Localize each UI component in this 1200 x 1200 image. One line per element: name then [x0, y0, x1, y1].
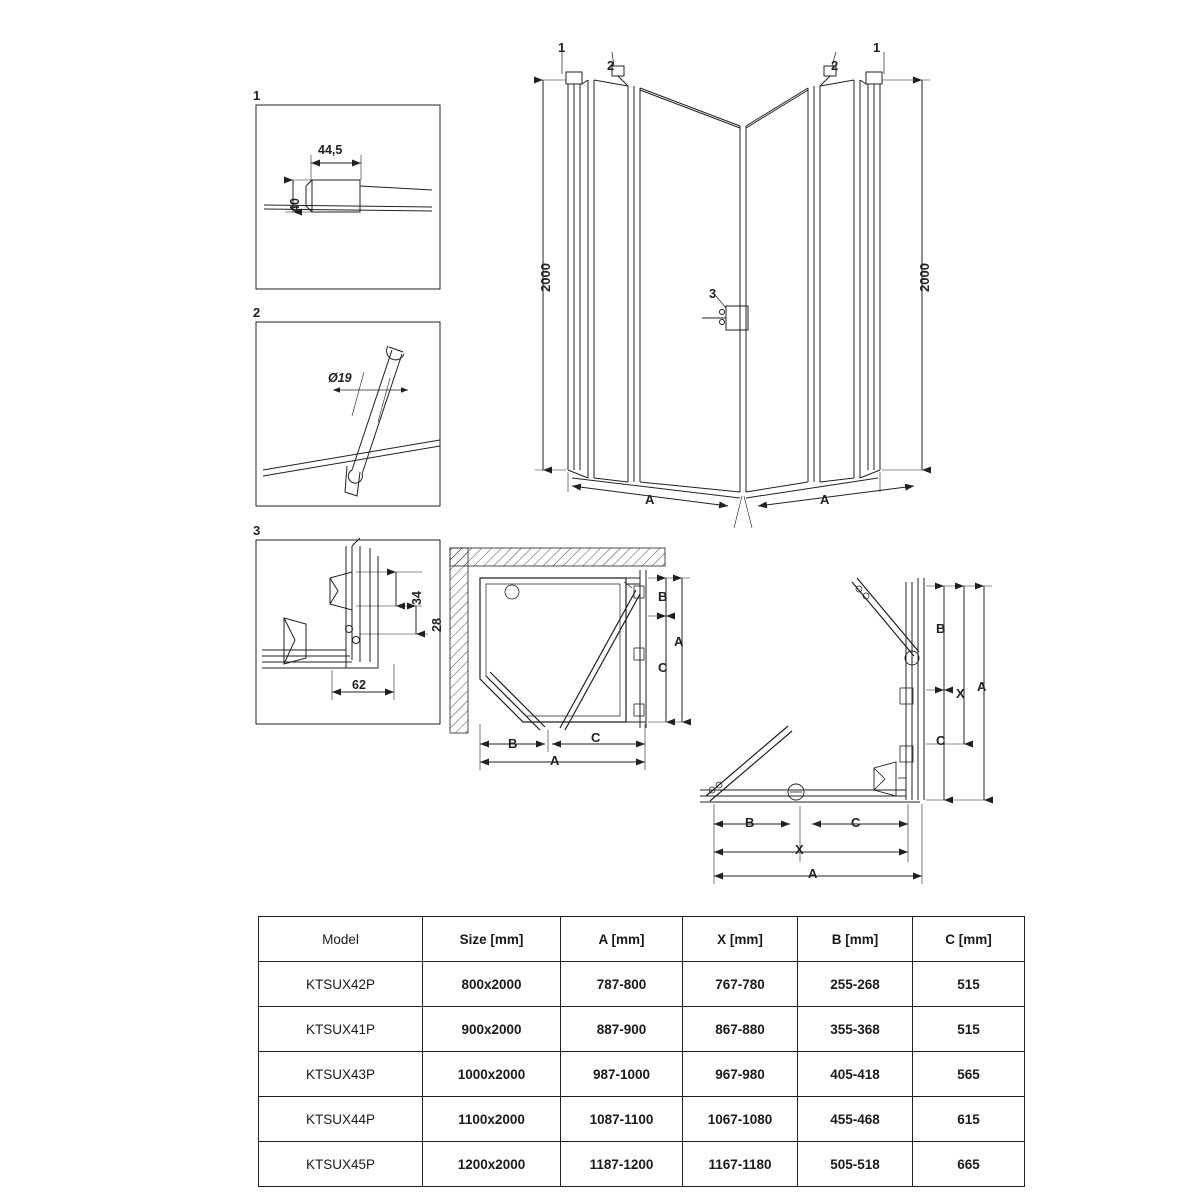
table-header-a: A [mm]	[561, 917, 683, 962]
detail-1-width-dim: 44,5	[318, 143, 343, 157]
detail-3-number: 3	[253, 523, 261, 538]
detail-2-number: 2	[253, 305, 261, 320]
cell-size: 1100x2000	[423, 1097, 561, 1142]
cell-model: KTSUX43P	[259, 1052, 423, 1097]
plan-right-c-vertical: C	[936, 733, 946, 748]
cell-c: 515	[913, 1007, 1025, 1052]
table-row	[259, 1142, 1025, 1187]
plan-right-c-horizontal: C	[851, 815, 861, 830]
plan-left-c-vertical: C	[658, 660, 668, 675]
table-header-c: C [mm]	[913, 917, 1025, 962]
cell-b: 355-368	[798, 1007, 913, 1052]
detail-1-number: 1	[253, 88, 261, 103]
detail-3-dim-28: 28	[430, 618, 444, 632]
main-height-right: 2000	[917, 263, 932, 292]
cell-x: 1167-1180	[683, 1142, 798, 1187]
cell-c: 665	[913, 1142, 1025, 1187]
cell-x: 867-880	[683, 1007, 798, 1052]
cell-b: 255-268	[798, 962, 913, 1007]
cell-a: 987-1000	[561, 1052, 683, 1097]
detail-3-dim-34: 34	[410, 591, 424, 605]
main-callout-1-right: 1	[873, 40, 881, 55]
cell-model: KTSUX41P	[259, 1007, 423, 1052]
main-callout-1-left: 1	[558, 40, 566, 55]
plan-right-a-vertical: A	[977, 679, 987, 694]
cell-x: 1067-1080	[683, 1097, 798, 1142]
plan-left-b-horizontal: B	[508, 736, 518, 751]
cell-model: KTSUX45P	[259, 1142, 423, 1187]
cell-model: KTSUX42P	[259, 962, 423, 1007]
cell-a: 1087-1100	[561, 1097, 683, 1142]
cell-b: 405-418	[798, 1052, 913, 1097]
main-callout-3: 3	[709, 286, 717, 301]
main-height-left: 2000	[538, 263, 553, 292]
detail-3-dim-62: 62	[352, 678, 366, 692]
cell-c: 565	[913, 1052, 1025, 1097]
plan-left-b-vertical: B	[658, 589, 668, 604]
cell-size: 800x2000	[423, 962, 561, 1007]
main-width-left: A	[645, 492, 655, 507]
main-width-right: A	[820, 492, 830, 507]
table-row	[259, 962, 1025, 1007]
plan-right-x-vertical: X	[956, 686, 965, 701]
cell-size: 1000x2000	[423, 1052, 561, 1097]
plan-right-b-horizontal: B	[745, 815, 755, 830]
table-header-model: Model	[259, 917, 423, 962]
cell-a: 1187-1200	[561, 1142, 683, 1187]
cell-size: 900x2000	[423, 1007, 561, 1052]
table-row	[259, 1097, 1025, 1142]
cell-c: 615	[913, 1097, 1025, 1142]
cell-x: 767-780	[683, 962, 798, 1007]
cell-x: 967-980	[683, 1052, 798, 1097]
cell-c: 515	[913, 962, 1025, 1007]
detail-1-height-dim: 40	[288, 198, 302, 212]
plan-right-x-horizontal: X	[795, 842, 804, 857]
table-row	[259, 1007, 1025, 1052]
plan-right-b-vertical: B	[936, 621, 946, 636]
cell-model: KTSUX44P	[259, 1097, 423, 1142]
table-header-size: Size [mm]	[423, 917, 561, 962]
detail-2-diameter-dim: Ø19	[328, 371, 352, 385]
specification-table	[258, 916, 1025, 1187]
cell-b: 455-468	[798, 1097, 913, 1142]
cell-a: 887-900	[561, 1007, 683, 1052]
plan-left-a-vertical: A	[674, 634, 684, 649]
table-header-b: B [mm]	[798, 917, 913, 962]
plan-left-a-horizontal: A	[550, 753, 560, 768]
cell-b: 505-518	[798, 1142, 913, 1187]
table-header-x: X [mm]	[683, 917, 798, 962]
cell-size: 1200x2000	[423, 1142, 561, 1187]
main-callout-2-right: 2	[831, 58, 839, 73]
plan-left-c-horizontal: C	[591, 730, 601, 745]
plan-right-a-horizontal: A	[808, 866, 818, 881]
main-callout-2-left: 2	[607, 58, 615, 73]
table-header-row	[259, 917, 1025, 962]
cell-a: 787-800	[561, 962, 683, 1007]
table-row	[259, 1052, 1025, 1097]
